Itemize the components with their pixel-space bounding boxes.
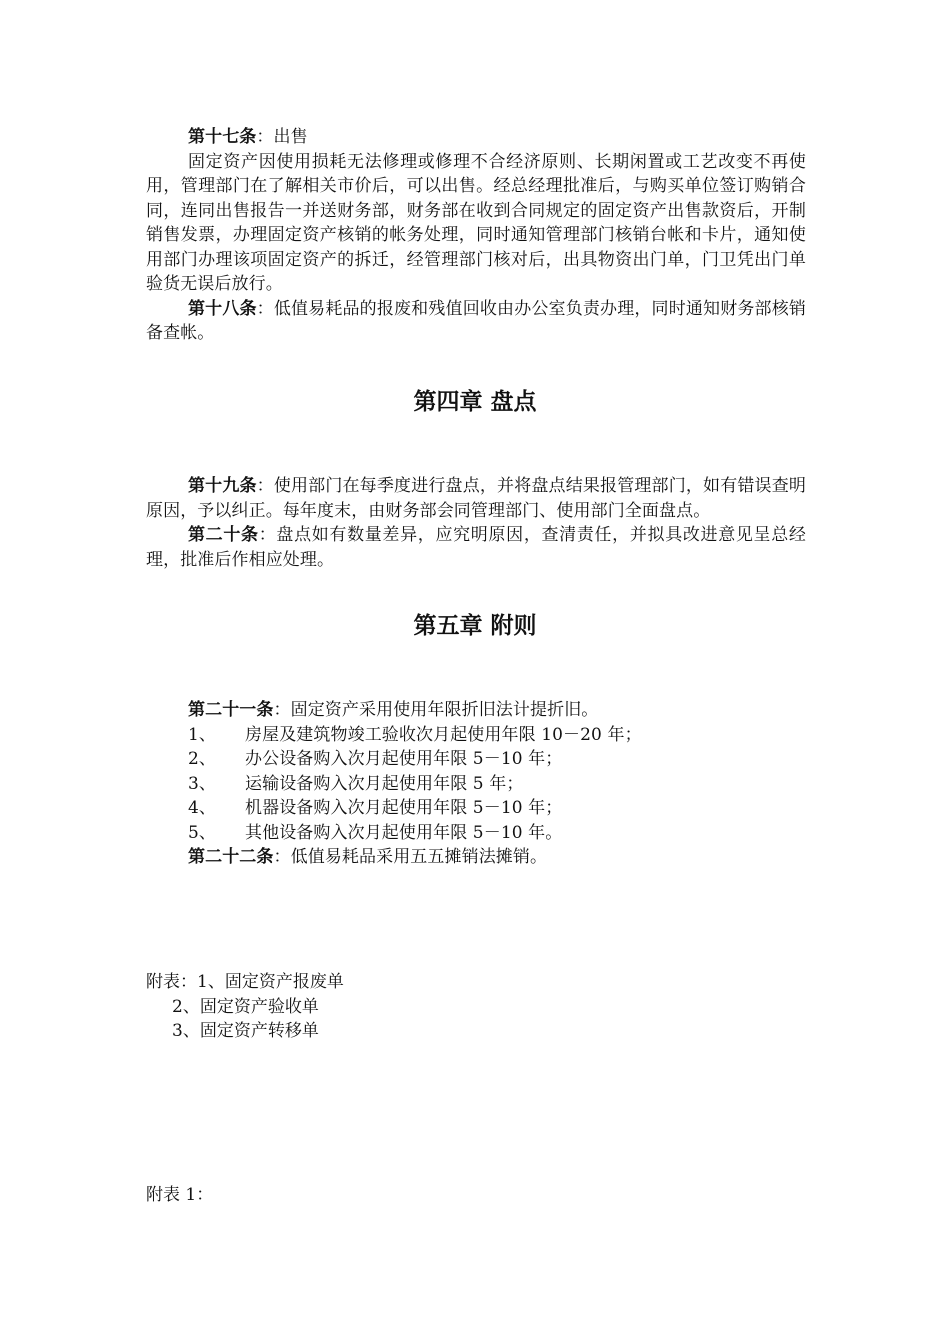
list-number: 1、: [188, 724, 217, 745]
section-articles-19-20: [146, 474, 806, 572]
appendix-line-1: 附表：1、固定资产报废单: [146, 972, 344, 992]
chapter-4-title: 第四章 盘点: [413, 389, 537, 415]
depreciation-item-5: [146, 821, 806, 846]
article-18: [146, 297, 806, 346]
attachment-1-heading: [146, 1183, 213, 1208]
article-20-body: 盘点如有数量差异，应究明原因，查清责任，并拟具改进意见呈总经理，批准后作相应处理。: [146, 525, 807, 570]
depreciation-item-3: [146, 772, 806, 797]
list-text: 房屋及建筑物竣工验收次月起使用年限 10－20 年；: [245, 724, 642, 745]
article-17-body: 固定资产因使用损耗无法修理或修理不合经济原则、长期闲置或工艺改变不再使用，管理部门在了解相关市价后，可以出售。经总经理批准后，与购买单位签订购销合同，连同出售报告一并送财务部，财务部在收到合同规定的固定资产出售款资后，开制销售发票，办理固定资产核销的帐务处理，同时通知管理部门核销台帐和卡片，通知使用部门办理该项固定资产的拆迁，经管理部门核对后，出具物资出门单，门卫凭出门单验货无误后放行。: [146, 151, 806, 294]
section-articles-17-18: [146, 125, 806, 346]
article-21-label: 第二十一条: [188, 700, 274, 720]
article-17-heading: [146, 125, 806, 150]
article-17-title: 出售: [273, 127, 308, 147]
depreciation-item-2: [146, 747, 806, 772]
article-19: [146, 474, 806, 523]
list-number: 4、: [188, 798, 217, 818]
article-22-body: 低值易耗品采用五五摊销法摊销。: [290, 847, 548, 867]
article-20-separator: ：: [258, 525, 277, 545]
section-articles-21-22: [146, 698, 806, 870]
list-text: 办公设备购入次月起使用年限 5－10 年；: [245, 749, 563, 769]
article-20-label: 第二十条: [188, 525, 259, 545]
article-18-label: 第十八条: [188, 298, 257, 319]
article-20: [146, 523, 806, 572]
appendix-line-2: 2、固定资产验收单: [172, 996, 319, 1017]
article-17-label: 第十七条: [188, 127, 257, 147]
article-21-separator: ：: [273, 700, 291, 720]
article-22-label: 第二十二条: [188, 847, 274, 867]
article-19-label: 第十九条: [188, 476, 257, 496]
appendix-list: [146, 970, 344, 1044]
list-text: 其他设备购入次月起使用年限 5－10 年。: [245, 822, 563, 843]
article-19-separator: ：: [256, 476, 274, 496]
list-number: 2、: [188, 749, 217, 769]
article-17-separator: ：: [256, 127, 274, 147]
depreciation-item-1: [146, 723, 806, 748]
article-18-body: 低值易耗品的报废和残值回收由办公室负责办理，同时通知财务部核销备查帐。: [146, 298, 806, 343]
article-18-separator: ：: [256, 298, 274, 319]
appendix-line-3: 3、固定资产转移单: [172, 1021, 319, 1041]
article-22: [146, 845, 806, 870]
list-number: 3、: [188, 773, 217, 794]
attachment-1-label: 附表 1：: [146, 1185, 214, 1205]
article-21: [146, 698, 806, 723]
depreciation-item-4: [146, 796, 806, 821]
list-text: 运输设备购入次月起使用年限 5 年；: [245, 773, 524, 794]
list-text: 机器设备购入次月起使用年限 5－10 年；: [245, 798, 563, 818]
list-number: 5、: [188, 822, 217, 843]
article-21-body: 固定资产采用使用年限折旧法计提折旧。: [290, 700, 599, 720]
article-19-body: 使用部门在每季度进行盘点，并将盘点结果报管理部门，如有错误查明原因，予以纠正。每年度末，由财务部会同管理部门、使用部门全面盘点。: [146, 476, 806, 521]
chapter-5-title: 第五章 附则: [413, 613, 537, 639]
article-22-separator: ：: [273, 847, 291, 867]
